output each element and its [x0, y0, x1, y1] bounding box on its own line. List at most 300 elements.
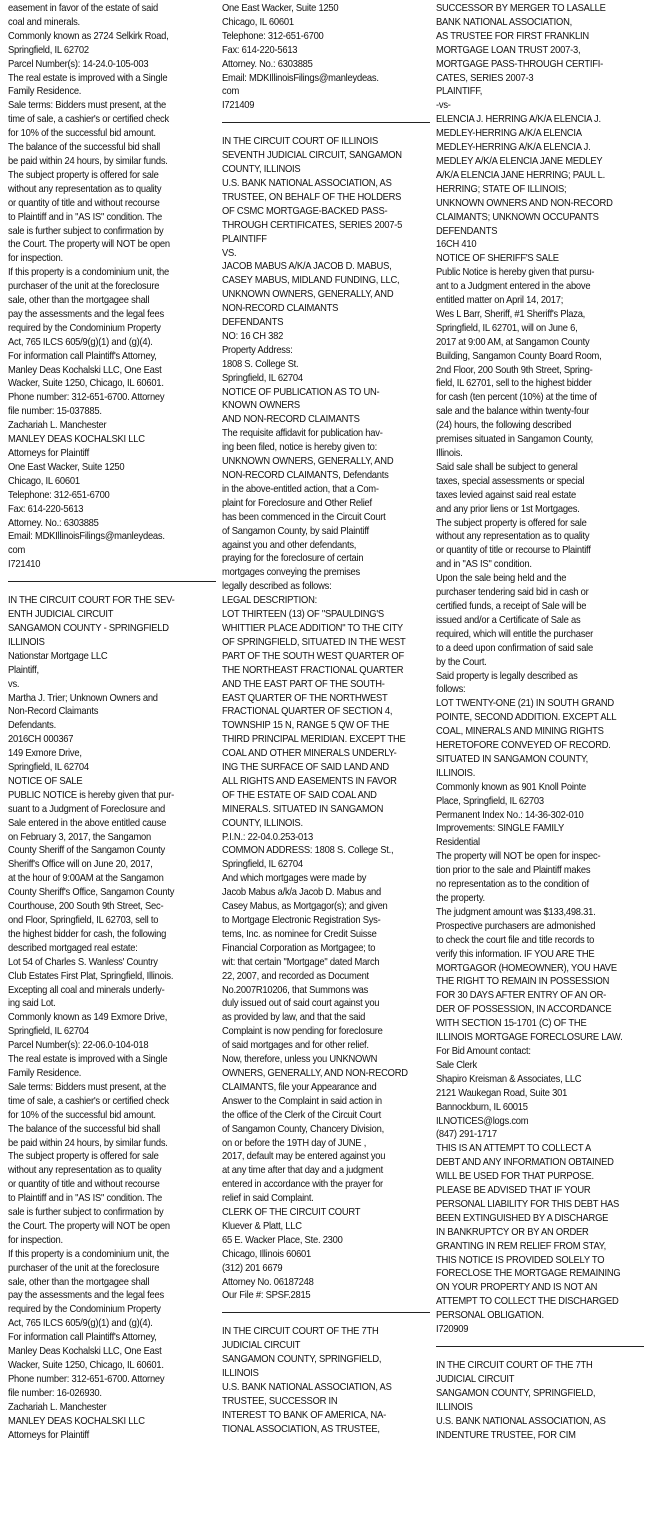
notice-line: Commonly known as 901 Knoll Pointe [436, 781, 587, 793]
notice-line: Our File #: SPSF.2815 [222, 1290, 311, 1302]
notice-line: If this property is a condominium unit, the [8, 267, 169, 279]
notice-line: Club Estates First Plat, Springfield, Illinois. [8, 970, 174, 982]
notice-line: as provided by law, and that the said [222, 1012, 366, 1024]
notice-line: UNKNOWN OWNERS, GENERALLY, AND [222, 289, 394, 301]
notice-line: Jacob Mabus a/k/a Jacob D. Mabus and [222, 887, 381, 899]
notice-line: easement in favor of the estate of said [8, 3, 158, 14]
notice-line: VS. [222, 247, 237, 259]
notice-line: WILL BE USED FOR THAT PURPOSE. [436, 1171, 594, 1183]
notice-line: Zachariah L. Manchester [8, 420, 107, 432]
notice-line: The real estate is improved with a Single [8, 72, 168, 84]
notice-line: MORTGAGOR (HOMEOWNER), YOU HAVE [436, 962, 617, 974]
notice-line: Public Notice is hereby given that pursu- [436, 267, 595, 279]
notice-line: 2017, default may be entered against you [222, 1151, 386, 1163]
notice-line: at the hour of 9:00AM at the Sangamon [8, 873, 164, 885]
notice-line: suant to a Judgment of Foreclosure and [8, 803, 165, 815]
notice-line: com [8, 545, 26, 557]
notice-line: Building, Sangamon County Board Room, [436, 350, 602, 362]
notice-line: DEBT AND ANY INFORMATION OBTAINED [436, 1157, 614, 1169]
notice-line: field, IL 62701, sell to the highest bidder [436, 378, 592, 390]
notice-line: wit: that certain "Mortgage" dated March [222, 956, 380, 968]
notice-line: without any representation as to quality [436, 531, 590, 543]
notice-line: ILLINOIS MORTGAGE FORECLOSURE LAW. [436, 1032, 623, 1044]
notice-line: ing said Lot. [8, 998, 56, 1010]
notice-line: Answer to the Complaint in said action in [222, 1095, 382, 1107]
notice-line: MORTGAGE PASS-THROUGH CERTIFI- [436, 58, 604, 70]
notice-line: ILLINOIS [222, 1368, 259, 1380]
notice-line: OF CSMC MORTGAGE-BACKED PASS- [222, 205, 388, 217]
notice-line: IN THE CIRCUIT COURT FOR THE SEV- [8, 595, 175, 607]
notice-line: (312) 201 6679 [222, 1262, 283, 1274]
notice-line: CATES, SERIES 2007-3 [436, 72, 534, 84]
notice-line: Wacker, Suite 1250, Chicago, IL 60601. [8, 378, 164, 390]
notice-line: Phone number: 312-651-6700. Attorney [8, 392, 165, 404]
notice-line: The balance of the successful bid shall [8, 1123, 161, 1135]
notice-line: UNKNOWN OWNERS, GENERALLY, AND [222, 456, 394, 468]
notice-line: The subject property is offered for sale [8, 1151, 159, 1163]
notice-line: TIONAL ASSOCIATION, AS TRUSTEE, [222, 1423, 380, 1435]
notice-line: Email: MDKIllinoisFilings@manleydeas. [222, 72, 379, 84]
notice-line: tems, Inc. as nominee for Credit Suisse [222, 928, 377, 940]
notice-line: PUBLIC NOTICE is hereby given that pur- [8, 789, 175, 801]
notice-line: For information call Plaintiff's Attorney, [8, 1332, 157, 1344]
notice-line: 1808 S. College St. [222, 358, 299, 370]
notice-line: LOT THIRTEEN (13) OF "SPAULDING'S [222, 609, 384, 621]
notice-line: 2017 at 9:00 AM, at Sangamon County [436, 336, 590, 348]
notice-line: ING THE SURFACE OF SAID LAND AND [222, 762, 389, 774]
notice-line: Permanent Index No.: 14-36-302-010 [436, 809, 584, 821]
notice-line: Email: MDKIllinoisFilings@manleydeas. [8, 531, 165, 543]
notice-line: SITUATED IN SANGAMON COUNTY, [436, 753, 589, 765]
notice-line: A/K/A ELENCIA JANE HERRING; PAUL L. [436, 169, 606, 181]
notice-line: without any representation as to quality [8, 1165, 162, 1177]
notice-line: DEFENDANTS [436, 225, 498, 237]
notice-line: ILLINOIS. [436, 767, 476, 779]
notice-line: for inspection. [8, 253, 63, 265]
notice-line: For information call Plaintiff's Attorney, [8, 350, 157, 362]
notice-line: One East Wacker, Suite 1250 [8, 461, 125, 473]
notice-line: GRANTING IN REM RELIEF FROM STAY, [436, 1240, 606, 1252]
notice-line: 2nd Floor, 200 South 9th Street, Spring- [436, 364, 593, 376]
notice-line: Chicago, IL 60601 [8, 475, 80, 487]
notice-line: NOTICE OF SHERIFF'S SALE [436, 253, 559, 265]
notice-line: IN THE CIRCUIT COURT OF ILLINOIS [222, 136, 378, 148]
notice-line: PLAINTIFF, [436, 86, 483, 98]
notice-line: ON YOUR PROPERTY AND IS NOT AN [436, 1282, 598, 1294]
notice-line: mortgages conveying the premises [222, 567, 360, 579]
notice-line: IN BANKRUPTCY OR BY AN ORDER [436, 1226, 589, 1238]
notice-line: 16CH 410 [436, 239, 477, 251]
notice-line: pay the assessments and the legal fees [8, 1290, 164, 1302]
notice-line: be paid within 24 hours, by similar funds. [8, 1137, 168, 1149]
notice-line: Family Residence. [8, 86, 82, 98]
notice-line: Parcel Number(s): 14-24.0-105-003 [8, 58, 149, 70]
column-3 [436, 2, 644, 1442]
notice-line: MEDLEY A/K/A ELENCIA JANE MEDLEY [436, 155, 603, 167]
notice-line: tion prior to the sale and Plaintiff makes [436, 865, 591, 877]
notice-line: (847) 291-1717 [436, 1129, 497, 1141]
notice-line: The requisite affidavit for publication hav- [222, 428, 383, 440]
notice-line: Attorneys for Plaintiff [8, 448, 90, 459]
notice-line: relief in said Complaint. [222, 1193, 314, 1205]
notice-line: Shapiro Kreisman & Associates, LLC [436, 1073, 582, 1085]
notice-line: Springfield, IL 62704 [8, 762, 89, 774]
notice-line: plaint for Foreclosure and Other Relief [222, 497, 372, 509]
notice-line: Illinois. [436, 448, 463, 459]
notice-line: The balance of the successful bid shall [8, 142, 161, 154]
notice-line: Defendants. [8, 720, 57, 732]
notice-line: I720909 [436, 1324, 469, 1336]
notice-line: NON-RECORD CLAIMANTS [222, 303, 339, 315]
notice-line: Now, therefore, unless you UNKNOWN [222, 1054, 378, 1066]
notice-line: in the above-entitled action, that a Com- [222, 483, 379, 495]
notice-line: required, which will entitle the purchaser [436, 628, 594, 640]
notice-line: NOTICE OF SALE [8, 775, 83, 787]
notice-line: at any time after that day and a judgment [222, 1165, 383, 1177]
notice-line: PLAINTIFF [222, 233, 267, 245]
notice-line: Fax: 614-220-5613 [222, 44, 298, 56]
notice-line: Casey Mabus, as Mortgagor(s); and given [222, 901, 388, 913]
notice-line: JUDICIAL CIRCUIT [222, 1340, 301, 1352]
column-1 [8, 2, 216, 1442]
notice-line: COMMON ADDRESS: 1808 S. College St., [222, 845, 394, 857]
notice-line: THE RIGHT TO REMAIN IN POSSESSION [436, 976, 610, 988]
notice-line: Residential [436, 837, 480, 849]
notice-line: SANGAMON COUNTY - SPRINGFIELD [8, 622, 169, 634]
notice-line: Courthouse, 200 South 9th Street, Sec- [8, 901, 164, 913]
notice-line: on February 3, 2017, the Sangamon [8, 831, 152, 843]
notice-line: PART OF THE SOUTH WEST QUARTER OF [222, 650, 404, 662]
notice-line: the office of the Clerk of the Circuit Court [222, 1109, 382, 1121]
notice-divider [8, 581, 216, 582]
notice-line: NON-RECORD CLAIMANTS, Defendants [222, 470, 389, 481]
notice-line: Springfield, IL 62701, will on June 6, [436, 322, 578, 334]
notice-line: NOTICE OF PUBLICATION AS TO UN- [222, 386, 380, 398]
notice-line: ond Floor, Springfield, IL 62703, sell to [8, 915, 159, 926]
notice-line: One East Wacker, Suite 1250 [222, 3, 339, 14]
notice-line: If this property is a condominium unit, the [8, 1248, 169, 1260]
notice-line: 2121 Waukegan Road, Suite 301 [436, 1087, 568, 1099]
notice-line: Attorney No. 06187248 [222, 1276, 314, 1288]
notice-line: file number: 16-026930. [8, 1387, 102, 1399]
notice-line: Said sale shall be subject to general [436, 461, 578, 473]
notice-line: or quantity of title and without recourse [8, 197, 160, 209]
notice-line: OWNERS, GENERALLY, AND NON-RECORD [222, 1067, 408, 1079]
notice-line: to check the court file and title records to [436, 934, 595, 946]
notice-line: UNKNOWN OWNERS AND NON-RECORD [436, 197, 613, 209]
notice-line: Sheriff's Office will on June 20, 2017, [8, 859, 153, 871]
notice-line: Excepting all coal and minerals underly- [8, 984, 165, 996]
notice-line: FOR 30 DAYS AFTER ENTRY OF AN OR- [436, 990, 607, 1002]
notice-line: of Sangamon County, by said Plaintiff [222, 525, 369, 537]
notice-line: MORTGAGE LOAN TRUST 2007-3, [436, 44, 581, 56]
notice-line: Zachariah L. Manchester [8, 1401, 107, 1413]
notice-line: Financial Corporation as Mortgagee; to [222, 942, 376, 954]
notice-line: DEFENDANTS [222, 317, 284, 329]
notice-line: Phone number: 312-651-6700. Attorney [8, 1373, 165, 1385]
notice-line: purchaser of the unit at the foreclosure [8, 1262, 160, 1274]
notice-line: Kluever & Platt, LLC [222, 1220, 302, 1232]
column-2 [222, 2, 430, 1437]
notice-line: BEEN EXTINGUISHED BY A DISCHARGE [436, 1212, 609, 1224]
notice-line: Non-Record Claimants [8, 706, 99, 718]
notice-line: vs. [8, 678, 20, 690]
notice-line: EAST QUARTER OF THE NORTHWEST [222, 692, 388, 704]
notice-line: on or before the 19TH day of JUNE , [222, 1137, 367, 1149]
notice-line: MANLEY DEAS KOCHALSKI LLC [8, 1415, 145, 1427]
notice-line: ATTEMPT TO COLLECT THE DISCHARGED [436, 1296, 619, 1308]
notice-line: Plaintiff, [8, 664, 39, 676]
legal-notice [8, 594, 216, 1442]
notice-line: CASEY MABUS, MIDLAND FUNDING, LLC, [222, 275, 400, 287]
notice-line: 65 E. Wacker Place, Ste. 2300 [222, 1234, 343, 1246]
notice-line: Martha J. Trier; Unknown Owners and [8, 692, 158, 704]
notice-line: SUCCESSOR BY MERGER TO LASALLE [436, 3, 606, 14]
notice-line: (24) hours, the following described [436, 420, 572, 432]
notice-line: praying for the foreclosure of certain [222, 553, 364, 565]
notice-line: taxes, special assessments or special [436, 475, 585, 487]
notice-line: Chicago, IL 60601 [222, 16, 294, 28]
notice-line: duly issued out of said court against you [222, 998, 380, 1010]
notice-line: IN THE CIRCUIT COURT OF THE 7TH [222, 1326, 379, 1338]
notice-line: Springfield, IL 62704 [222, 859, 303, 871]
legal-notice [436, 2, 644, 1337]
notice-line: LOT TWENTY-ONE (21) IN SOUTH GRAND [436, 698, 614, 710]
notice-line: Springfield, IL 62704 [8, 1026, 89, 1038]
notice-line: the Court. The property will NOT be open [8, 1220, 170, 1232]
notice-line: against you and other defendants, [222, 539, 357, 551]
notice-line: to Plaintiff and in "AS IS" condition. The [8, 1193, 162, 1205]
notice-line: pay the assessments and the legal fees [8, 308, 164, 320]
notice-line: I721410 [8, 559, 41, 571]
notice-line: I721409 [222, 100, 255, 112]
notice-line: time of sale, a cashier's or certified check [8, 1095, 169, 1107]
notice-line: THIS NOTICE IS PROVIDED SOLELY TO [436, 1254, 605, 1266]
notice-line: be paid within 24 hours, by similar funds. [8, 155, 168, 167]
notice-line: premises situated in Sangamon County, [436, 434, 593, 446]
notice-line: Lot 54 of Charles S. Wanless' Country [8, 956, 158, 968]
notice-line: of said mortgages and for other relief. [222, 1040, 369, 1052]
notice-line: Complaint is now pending for foreclosure [222, 1026, 383, 1038]
notice-line: purchaser of the unit at the foreclosure [8, 281, 160, 293]
notice-line: required by the Condominium Property [8, 322, 161, 334]
notice-line: required by the Condominium Property [8, 1304, 161, 1316]
notice-line: KNOWN OWNERS [222, 400, 300, 412]
notice-line: OF THE ESTATE OF SAID COAL AND [222, 789, 377, 801]
notice-line: Nationstar Mortgage LLC [8, 650, 108, 662]
notice-line: And which mortgages were made by [222, 873, 367, 885]
notice-line: THIS IS AN ATTEMPT TO COLLECT A [436, 1143, 592, 1155]
notice-line: IN THE CIRCUIT COURT OF THE 7TH [436, 1360, 593, 1371]
legal-notice [8, 2, 216, 572]
legal-notice [222, 1325, 430, 1436]
notice-line: The judgment amount was $133,498.31. [436, 906, 596, 918]
notice-line: and in "AS IS" condition. [436, 559, 532, 571]
notice-line: Telephone: 312-651-6700 [222, 30, 324, 42]
notice-line: verify this information. IF YOU ARE THE [436, 948, 595, 960]
notice-line: or quantity of title and without recourse [8, 1179, 160, 1191]
notice-divider [222, 1312, 430, 1313]
notice-line: SANGAMON COUNTY, SPRINGFIELD, [436, 1387, 596, 1399]
notice-line: PERSONAL OBLIGATION. [436, 1310, 544, 1322]
notice-line: TRUSTEE, SUCCESSOR IN [222, 1395, 338, 1407]
notice-line: or quantity of title or recourse to Plaintiff [436, 545, 591, 557]
notice-line: to a deed upon confirmation of said sale [436, 642, 594, 654]
notice-line: CLERK OF THE CIRCUIT COURT [222, 1207, 361, 1219]
notice-line: Attorney. No.: 6303885 [222, 58, 313, 70]
notice-line: BANK NATIONAL ASSOCIATION, [436, 16, 573, 28]
notice-line: County Sheriff's Office, Sangamon County [8, 887, 175, 899]
notice-line: SEVENTH JUDICIAL CIRCUIT, SANGAMON [222, 150, 402, 162]
notice-line: 2016CH 000367 [8, 734, 74, 746]
notice-line: without any representation as to quality [8, 183, 162, 195]
notice-line: The subject property is offered for sale [8, 169, 159, 181]
notice-line: sale and the balance within twenty-four [436, 406, 590, 418]
notice-line: No.2007R10206, that Summons was [222, 984, 369, 996]
notice-line: JACOB MABUS A/K/A JACOB D. MABUS, [222, 261, 392, 273]
notice-line: INDENTURE TRUSTEE, FOR CIM [436, 1429, 576, 1441]
notice-line: Fax: 614-220-5613 [8, 503, 84, 515]
notice-line: ENTH JUDICIAL CIRCUIT [8, 609, 114, 621]
notice-line: PLEASE BE ADVISED THAT IF YOUR [436, 1185, 591, 1197]
notice-line: Said property is legally described as [436, 670, 578, 682]
notice-line: the Court. The property will NOT be open [8, 239, 170, 251]
notice-line: ALL RIGHTS AND EASEMENTS IN FAVOR [222, 775, 397, 787]
notice-line: PERSONAL LIABILITY FOR THIS DEBT HAS [436, 1198, 620, 1210]
notice-line: for inspection. [8, 1234, 63, 1246]
notice-line: Sale Clerk [436, 1059, 477, 1071]
notice-line: COUNTY, ILLINOIS [222, 164, 301, 176]
notice-line: OF SPRINGFIELD, SITUATED IN THE WEST [222, 636, 406, 648]
notice-line: for 10% of the successful bid amount. [8, 128, 156, 140]
notice-line: Sale terms: Bidders must present, at the [8, 1081, 167, 1093]
notice-line: sale is further subject to confirmation by [8, 225, 164, 237]
notice-line: and any prior liens or 1st Mortgages. [436, 503, 580, 515]
notice-line: County Sheriff of the Sangamon County [8, 845, 166, 857]
notice-line: MINERALS. SITUATED IN SANGAMON [222, 803, 384, 815]
notice-line: Family Residence. [8, 1067, 82, 1079]
notice-line: no representation as to the condition of [436, 879, 589, 891]
notice-line: ELENCIA J. HERRING A/K/A ELENCIA J. [436, 114, 601, 126]
notice-line: the property. [436, 893, 485, 904]
notice-line: Wes L Barr, Sheriff, #1 Sheriff's Plaza, [436, 308, 586, 320]
notice-line: COAL, MINERALS AND MINING RIGHTS [436, 726, 604, 738]
notice-line: ant to a Judgment entered in the above [436, 281, 591, 293]
notice-line: POINTE, SECOND ADDITION. EXCEPT ALL [436, 712, 617, 724]
notice-line: ing been filed, notice is hereby given to: [222, 442, 377, 454]
notice-line: Attorney. No.: 6303885 [8, 517, 99, 529]
notice-line: Property Address: [222, 344, 293, 356]
notice-line: For Bid Amount contact: [436, 1045, 531, 1057]
notice-line: described mortgaged real estate: [8, 942, 138, 954]
notice-line: Act, 765 ILCS 605/9(g)(1) and (g)(4). [8, 1318, 153, 1330]
notice-line: Sale entered in the above entitled cause [8, 817, 167, 829]
notice-line: U.S. BANK NATIONAL ASSOCIATION, AS [222, 177, 392, 189]
notice-line: Chicago, Illinois 60601 [222, 1248, 312, 1260]
notice-line: ILLINOIS [8, 636, 45, 648]
notice-line: sale, other than the mortgagee shall [8, 295, 150, 307]
notice-line: Improvements: SINGLE FAMILY [436, 823, 565, 835]
notice-divider [222, 122, 430, 123]
notice-line: JUDICIAL CIRCUIT [436, 1373, 515, 1385]
notice-line: of Sangamon County, Chancery Division, [222, 1123, 384, 1135]
notice-line: CLAIMANTS; UNKNOWN OCCUPANTS [436, 211, 599, 223]
notice-line: Manley Deas Kochalski LLC, One East [8, 1346, 162, 1358]
notice-line: Bannockburn, IL 60015 [436, 1101, 528, 1113]
notice-line: TOWNSHIP 15 N, RANGE 5 QW OF THE [222, 720, 390, 732]
notice-line: U.S. BANK NATIONAL ASSOCIATION, AS [436, 1415, 606, 1427]
notice-line: file number: 15-037885. [8, 406, 102, 418]
notice-line: AND NON-RECORD CLAIMANTS [222, 414, 360, 426]
notice-line: by the Court. [436, 656, 487, 668]
notice-line: COAL AND OTHER MINERALS UNDERLY- [222, 748, 397, 760]
notice-line: Upon the sale being held and the [436, 573, 567, 585]
notice-line: P.I.N.: 22-04.0.253-013 [222, 831, 313, 843]
notice-line: MEDLEY-HERRING A/K/A ELENCIA [436, 128, 582, 140]
notice-line: the highest bidder for cash, the following [8, 928, 167, 940]
legal-notice [222, 135, 430, 1303]
notice-line: taxes levied against said real estate [436, 489, 576, 501]
notice-line: WITH SECTION 15-1701 (C) OF THE [436, 1018, 587, 1030]
notice-line: Commonly known as 2724 Selkirk Road, [8, 30, 169, 42]
notice-line: The property will NOT be open for inspec- [436, 851, 601, 863]
notice-line: for cash (ten percent (10%) at the time of [436, 392, 597, 404]
notice-line: FRACTIONAL QUARTER OF SECTION 4, [222, 706, 393, 718]
legal-notice [222, 2, 430, 113]
notice-line: THE NORTHEAST FRACTIONAL QUARTER [222, 664, 404, 676]
notice-line: Sale terms: Bidders must present, at the [8, 100, 167, 112]
notice-line: ILNOTICES@logs.com [436, 1115, 529, 1127]
legal-notice [436, 1359, 644, 1442]
notice-line: certified funds, a receipt of Sale will be [436, 600, 587, 612]
notice-line: THIRD PRINCIPAL MERIDIAN. EXCEPT THE [222, 734, 406, 746]
notice-line: time of sale, a cashier's or certified check [8, 114, 169, 126]
notice-line: AS TRUSTEE FOR FIRST FRANKLIN [436, 30, 589, 42]
notice-line: AND THE EAST PART OF THE SOUTH- [222, 678, 385, 690]
notice-line: Springfield, IL 62702 [8, 44, 89, 56]
notice-line: 22, 2007, and recorded as Document [222, 970, 369, 982]
notice-line: MEDLEY-HERRING A/K/A ELENCIA J. [436, 142, 591, 154]
notice-line: Wacker, Suite 1250, Chicago, IL 60601. [8, 1360, 164, 1371]
notice-line: DER OF POSSESSION, IN ACCORDANCE [436, 1004, 612, 1016]
notice-line: The real estate is improved with a Single [8, 1054, 168, 1066]
notice-line: Act, 765 ILCS 605/9(g)(1) and (g)(4). [8, 336, 153, 348]
notice-line: to Plaintiff and in "AS IS" condition. The [8, 211, 162, 223]
notice-line: HERRING; STATE OF ILLINOIS; [436, 183, 567, 195]
notice-line: Telephone: 312-651-6700 [8, 489, 110, 501]
notice-line: Commonly known as 149 Exmore Drive, [8, 1012, 168, 1024]
notice-line: FORECLOSE THE MORTGAGE REMAINING [436, 1268, 621, 1280]
notice-line: issued and/or a Certificate of Sale as [436, 614, 581, 626]
notice-line: The subject property is offered for sale [436, 517, 587, 529]
notice-line: Prospective purchasers are admonished [436, 920, 596, 932]
notice-line: LEGAL DESCRIPTION: [222, 595, 317, 607]
notice-line: THROUGH CERTIFICATES, SERIES 2007-5 [222, 219, 403, 231]
notice-line: MANLEY DEAS KOCHALSKI LLC [8, 434, 145, 446]
notice-line: TRUSTEE, ON BEHALF OF THE HOLDERS [222, 191, 402, 203]
notice-line: WHITTIER PLACE ADDITION" TO THE CITY [222, 622, 403, 634]
notice-line: entitled matter on April 14, 2017; [436, 295, 564, 307]
notice-line: Place, Springfield, IL 62703 [436, 795, 544, 807]
notice-line: ILLINOIS [436, 1401, 473, 1413]
notice-line: purchaser tendering said bid in cash or [436, 587, 589, 599]
notice-line: U.S. BANK NATIONAL ASSOCIATION, AS [222, 1382, 392, 1393]
notice-line: COUNTY, ILLINOIS. [222, 817, 303, 829]
notice-line: sale is further subject to confirmation by [8, 1207, 164, 1219]
notice-line: Attorneys for Plaintiff [8, 1429, 90, 1441]
notice-line: NO: 16 CH 382 [222, 330, 284, 342]
notice-line: SANGAMON COUNTY, SPRINGFIELD, [222, 1354, 382, 1366]
